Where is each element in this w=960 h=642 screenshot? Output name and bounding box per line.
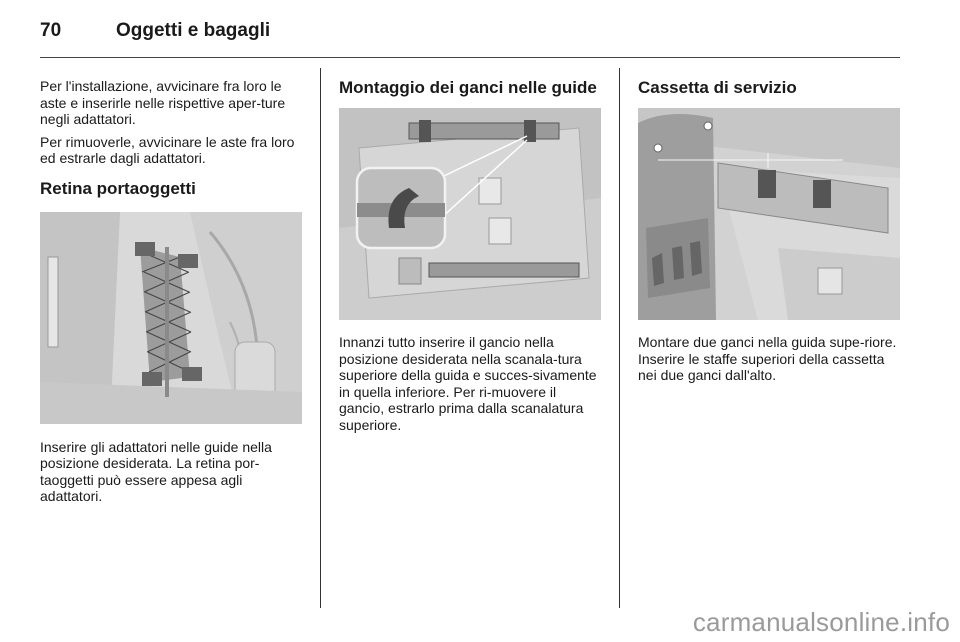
column-1 xyxy=(40,78,304,511)
service-box-paragraph: Montare due ganci nella guida supe-riore. Inserire le staffe superiori della cassetta nei due ganci dall'alto. xyxy=(638,334,897,383)
page-number: 70 xyxy=(40,20,62,41)
page-header xyxy=(40,20,900,50)
net-paragraph: Inserire gli adattatori nelle guide nella posizione desiderata. La retina por-taoggetti può essere appesa agli adattatori. xyxy=(40,438,272,504)
section-heading-hooks: Montaggio dei ganci nelle guide xyxy=(339,78,597,97)
column-2 xyxy=(339,78,603,439)
watermark: carmanualsonline.info xyxy=(692,607,950,637)
hooks-paragraph: Innanzi tutto inserire il gancio nella posizione desiderata nella scanala-tura superiore della guida e succes-sivamente in quella inferiore. Per ri-muovere il gancio, estrarlo prima dalla scanalatura superiore. xyxy=(339,334,597,433)
header-divider xyxy=(40,57,900,58)
page-title: Oggetti e bagagli xyxy=(116,20,271,41)
column-3 xyxy=(638,78,902,390)
hooks-illustration xyxy=(339,108,601,320)
section-heading-net: Retina portaoggetti xyxy=(40,178,196,198)
column-divider-1 xyxy=(320,68,321,608)
section-heading-service-box: Cassetta di servizio xyxy=(638,78,797,97)
removal-paragraph: Per rimuoverle, avvicinare le aste fra loro ed estrarle dagli adattatori. xyxy=(40,133,295,166)
installation-paragraph: Per l'installazione, avvicinare fra loro le aste e inserirle nelle rispettive aper-ture negli adattatori. xyxy=(40,78,286,127)
net-illustration xyxy=(40,212,302,424)
column-divider-2 xyxy=(619,68,620,608)
service-box-illustration xyxy=(638,108,900,320)
